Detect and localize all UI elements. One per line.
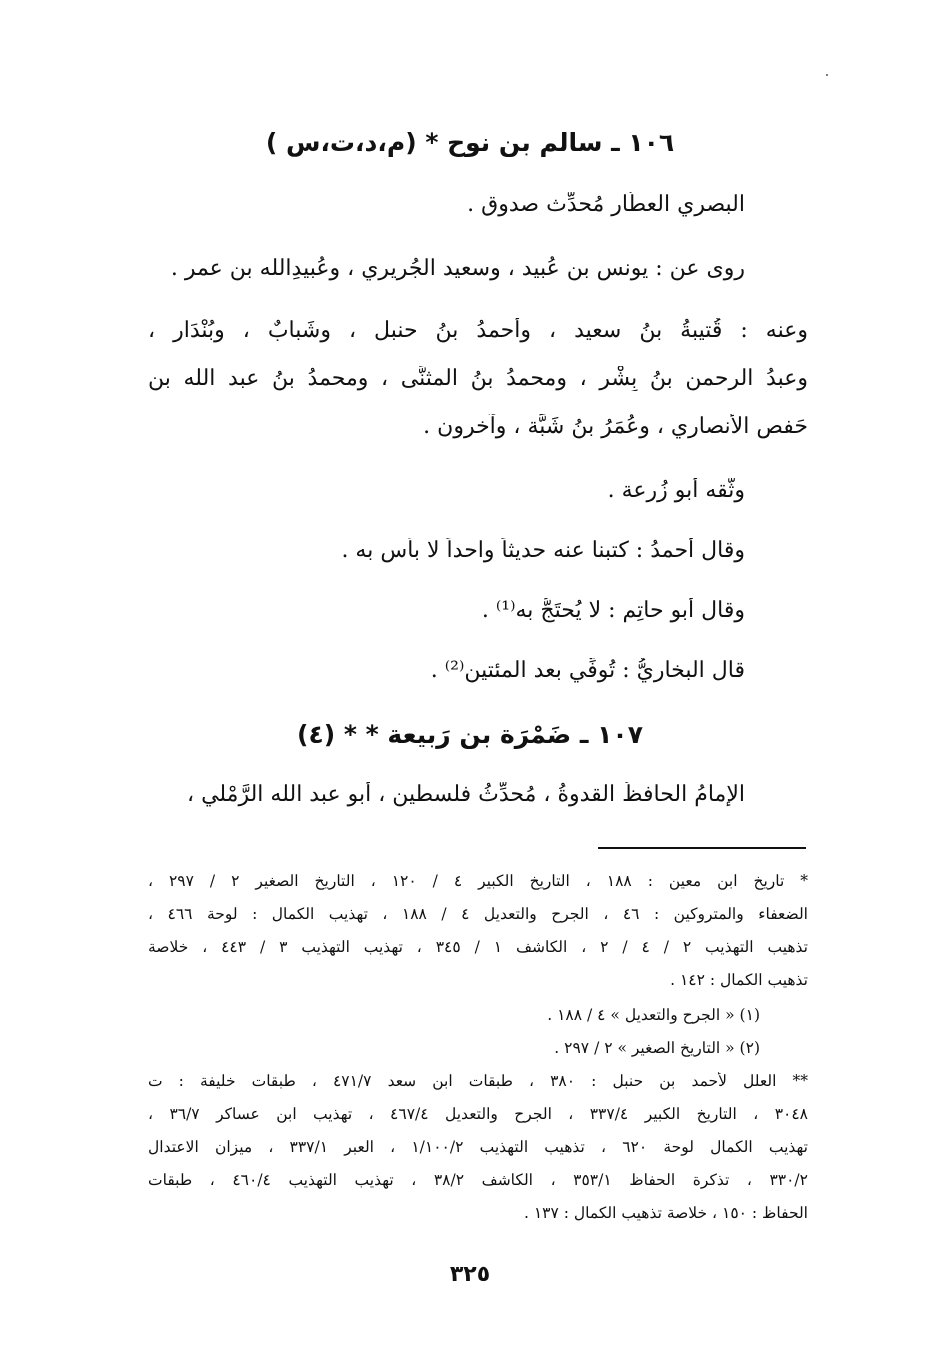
- entry-paragraph: الإمامُ الحافظُ القدوةُ ، مُحدِّثُ فلسطين ، أبو عبد الله الرَّمْلي ،: [186, 782, 745, 807]
- entry-paragraph: وعبدُ الرحمن بنُ بِشْر ، ومحمدُ بنُ المثنَّى ، ومحمدُ بنُ عبد الله بن: [148, 366, 808, 391]
- footnote-line: تذهيب التهذيب ٢ / ٤ / ٢ ، الكاشف ١ / ٣٤٥ ، تهذيب التهذيب ٣ / ٤٤٣ ، خلاصة: [148, 938, 808, 956]
- footnote-line: ** العلل لأحمد بن حنبل : ٣٨٠ ، طبقات ابن سعد ٤٧١/٧ ، طبقات خليفة : ت: [148, 1072, 808, 1090]
- footnote-line: الحفاظ : ١٥٠ ، خلاصة تذهيب الكمال : ١٣٧ .: [524, 1204, 808, 1222]
- entry-paragraph: قال البخاريُّ : تُوفِّي بعد المئتين⁽²⁾ .: [430, 658, 745, 683]
- entry-paragraph: البصري العطَّار مُحدِّث صدوق .: [467, 192, 745, 217]
- footnote-line: ٣٣٠/٢ ، تذكرة الحفاظ ٣٥٣/١ ، الكاشف ٣٨/٢ ، تهذيب التهذيب ٤٦٠/٤ ، طبقات: [148, 1171, 808, 1189]
- footnote-line: (٢) « التاريخ الصغير » ٢ / ٢٩٧ .: [554, 1039, 760, 1057]
- footnote-line: (١) « الجرح والتعديل » ٤ / ١٨٨ .: [547, 1006, 760, 1024]
- footnote-line: ٣٠٤٨ ، التاريخ الكبير ٣٣٧/٤ ، الجرح والتعديل ٤٦٧/٤ ، تهذيب ابن عساكر ٣٦/٧ ،: [148, 1105, 808, 1123]
- footnote-divider: [598, 847, 806, 849]
- entry-paragraph: وقال أبو حاتِم : لا يُحتَجُّ به⁽¹⁾ .: [481, 598, 745, 623]
- footnote-line: الضعفاء والمتروكين : ٤٦ ، الجرح والتعديل ٤ / ١٨٨ ، تهذيب الكمال : لوحة ٤٦٦ ،: [148, 905, 808, 923]
- footnote-line: تذهيب الكمال : ١٤٢ .: [670, 971, 808, 989]
- footnote-line: تهذيب الكمال لوحة ٦٢٠ ، تذهيب التهذيب ١/١٠٠/٢ ، العبر ٣٣٧/١ ، ميزان الاعتدال: [148, 1138, 808, 1156]
- entry-paragraph: وثَّقه أبو زُرعة .: [607, 478, 745, 503]
- page-number: ٣٢٥: [449, 1262, 491, 1287]
- footnote-line: * تاريخ ابن معين : ١٨٨ ، التاريخ الكبير ٤ / ١٢٠ ، التاريخ الصغير ٢ / ٢٩٧ ،: [148, 872, 808, 890]
- entry-heading-107: ١٠٧ ـ ضَمْرَة بن رَبيعة * * (٤): [297, 720, 643, 749]
- entry-heading-106: ١٠٦ ـ سالم بن نوح * (م،د،ت،س ): [265, 128, 675, 157]
- entry-paragraph: حَفص الأنصاري ، وعُمَرُ بنُ شَبَّة ، وآخرون .: [423, 414, 808, 439]
- entry-paragraph: وعنه : قُتيبةُ بنُ سعيد ، وأحمدُ بنُ حنبل ، وشَبابٌ ، وبُنْدَار ،: [148, 318, 808, 343]
- entry-paragraph: روى عن : يونس بن عُبيد ، وسعيد الجُريري ، وعُبيدِالله بنِ عمر .: [170, 256, 745, 281]
- page-speck: [826, 74, 828, 76]
- entry-paragraph: وقال أحمدُ : كتبنا عنه حديثاً واحداً لا بأس به .: [341, 538, 745, 563]
